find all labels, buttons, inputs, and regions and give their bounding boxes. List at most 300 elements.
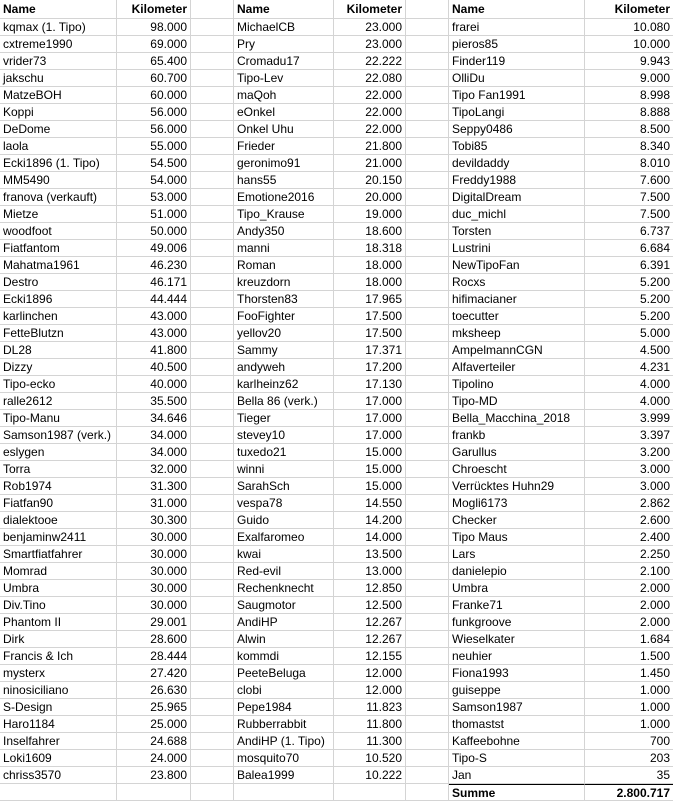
- name-cell[interactable]: kwai: [234, 546, 334, 562]
- kilometer-cell[interactable]: 203: [649, 751, 670, 765]
- name-cell[interactable]: PeeteBeluga: [234, 665, 334, 681]
- header-kilometer[interactable]: Kilometer: [334, 0, 406, 18]
- name-cell[interactable]: Jan: [449, 767, 585, 783]
- name-cell[interactable]: Seppy0486: [449, 121, 585, 137]
- kilometer-cell[interactable]: 6.737: [639, 224, 670, 238]
- name-cell[interactable]: AndiHP (1. Tipo): [234, 733, 334, 749]
- name-cell[interactable]: Francis & Ich: [0, 648, 117, 664]
- kilometer-cell[interactable]: 98.000: [117, 19, 191, 35]
- kilometer-cell[interactable]: 17.130: [334, 376, 406, 392]
- kilometer-cell[interactable]: 54.000: [117, 172, 191, 188]
- kilometer-cell[interactable]: 14.550: [334, 495, 406, 511]
- kilometer-cell[interactable]: 17.500: [334, 325, 406, 341]
- empty-cell[interactable]: [406, 563, 449, 579]
- kilometer-cell[interactable]: 4.000: [639, 377, 670, 391]
- kilometer-cell[interactable]: 34.646: [117, 410, 191, 426]
- kilometer-cell[interactable]: 12.267: [334, 614, 406, 630]
- kilometer-cell[interactable]: 15.000: [334, 478, 406, 494]
- name-cell[interactable]: Tobi85: [449, 138, 585, 154]
- kilometer-cell[interactable]: 10.520: [334, 750, 406, 766]
- kilometer-cell[interactable]: 12.850: [334, 580, 406, 596]
- name-cell[interactable]: ninosiciliano: [0, 682, 117, 698]
- kilometer-cell[interactable]: 7.500: [639, 207, 670, 221]
- empty-cell[interactable]: [191, 767, 234, 783]
- empty-cell[interactable]: [406, 512, 449, 528]
- name-cell[interactable]: Saugmotor: [234, 597, 334, 613]
- empty-cell[interactable]: [406, 308, 449, 324]
- empty-cell[interactable]: [191, 631, 234, 647]
- kilometer-cell[interactable]: 11.300: [334, 733, 406, 749]
- empty-cell[interactable]: [191, 427, 234, 443]
- empty-cell[interactable]: [406, 36, 449, 52]
- empty-cell[interactable]: [406, 495, 449, 511]
- kilometer-cell[interactable]: 27.420: [117, 665, 191, 681]
- empty-cell[interactable]: [406, 0, 449, 18]
- name-cell[interactable]: Tipo-S: [449, 750, 585, 766]
- name-cell[interactable]: vrider73: [0, 53, 117, 69]
- empty-cell[interactable]: [191, 563, 234, 579]
- kilometer-cell[interactable]: 46.171: [117, 274, 191, 290]
- name-cell[interactable]: FooFighter: [234, 308, 334, 324]
- empty-cell[interactable]: [406, 614, 449, 630]
- name-cell[interactable]: kommdi: [234, 648, 334, 664]
- name-cell[interactable]: AndiHP: [234, 614, 334, 630]
- kilometer-cell[interactable]: 18.318: [334, 240, 406, 256]
- kilometer-cell[interactable]: 3.999: [639, 411, 670, 425]
- kilometer-cell[interactable]: 20.150: [334, 172, 406, 188]
- kilometer-cell[interactable]: 24.000: [117, 750, 191, 766]
- name-cell[interactable]: Balea1999: [234, 767, 334, 783]
- empty-cell[interactable]: [406, 444, 449, 460]
- name-cell[interactable]: Fiona1993: [449, 665, 585, 681]
- empty-cell[interactable]: [191, 257, 234, 273]
- name-cell[interactable]: Roman: [234, 257, 334, 273]
- empty-cell[interactable]: [191, 376, 234, 392]
- name-cell[interactable]: DigitalDream: [449, 189, 585, 205]
- empty-cell[interactable]: [406, 427, 449, 443]
- kilometer-cell[interactable]: 700: [649, 734, 670, 748]
- empty-cell[interactable]: [191, 19, 234, 35]
- kilometer-cell[interactable]: 22.000: [334, 121, 406, 137]
- name-cell[interactable]: S-Design: [0, 699, 117, 715]
- empty-cell[interactable]: [406, 784, 449, 800]
- empty-cell[interactable]: [406, 53, 449, 69]
- empty-cell[interactable]: [406, 138, 449, 154]
- name-cell[interactable]: Rubberrabbit: [234, 716, 334, 732]
- kilometer-cell[interactable]: 12.155: [334, 648, 406, 664]
- kilometer-cell[interactable]: 17.500: [334, 308, 406, 324]
- empty-cell[interactable]: [191, 410, 234, 426]
- empty-cell[interactable]: [406, 172, 449, 188]
- kilometer-cell[interactable]: 21.800: [334, 138, 406, 154]
- empty-cell[interactable]: [406, 189, 449, 205]
- name-cell[interactable]: Tipolino: [449, 376, 585, 392]
- kilometer-cell[interactable]: 8.010: [639, 156, 670, 170]
- empty-cell[interactable]: [191, 580, 234, 596]
- empty-cell[interactable]: [406, 87, 449, 103]
- empty-cell[interactable]: [191, 308, 234, 324]
- empty-cell[interactable]: [234, 784, 334, 800]
- kilometer-cell[interactable]: 8.888: [639, 105, 670, 119]
- name-cell[interactable]: danielepio: [449, 563, 585, 579]
- kilometer-cell[interactable]: 5.200: [639, 275, 670, 289]
- name-cell[interactable]: Tieger: [234, 410, 334, 426]
- name-cell[interactable]: devildaddy: [449, 155, 585, 171]
- empty-cell[interactable]: [191, 784, 234, 800]
- kilometer-cell[interactable]: 2.100: [639, 564, 670, 578]
- empty-cell[interactable]: [406, 716, 449, 732]
- empty-cell[interactable]: [191, 138, 234, 154]
- kilometer-cell[interactable]: 30.000: [117, 563, 191, 579]
- kilometer-cell[interactable]: 4.231: [639, 360, 670, 374]
- name-cell[interactable]: Frieder: [234, 138, 334, 154]
- kilometer-cell[interactable]: 21.000: [334, 155, 406, 171]
- kilometer-cell[interactable]: 51.000: [117, 206, 191, 222]
- kilometer-cell[interactable]: 69.000: [117, 36, 191, 52]
- empty-cell[interactable]: [406, 70, 449, 86]
- kilometer-cell[interactable]: 1.000: [639, 717, 670, 731]
- empty-cell[interactable]: [406, 580, 449, 596]
- name-cell[interactable]: guiseppe: [449, 682, 585, 698]
- kilometer-cell[interactable]: 22.000: [334, 104, 406, 120]
- kilometer-cell[interactable]: 24.688: [117, 733, 191, 749]
- empty-cell[interactable]: [191, 240, 234, 256]
- empty-cell[interactable]: [191, 359, 234, 375]
- empty-cell[interactable]: [191, 189, 234, 205]
- name-cell[interactable]: Tipo Maus: [449, 529, 585, 545]
- empty-cell[interactable]: [406, 291, 449, 307]
- empty-cell[interactable]: [191, 87, 234, 103]
- empty-cell[interactable]: [406, 19, 449, 35]
- name-cell[interactable]: Lars: [449, 546, 585, 562]
- kilometer-cell[interactable]: 2.000: [639, 615, 670, 629]
- name-cell[interactable]: pieros85: [449, 36, 585, 52]
- header-name[interactable]: Name: [0, 0, 117, 18]
- name-cell[interactable]: hifimacianer: [449, 291, 585, 307]
- kilometer-cell[interactable]: 2.400: [639, 530, 670, 544]
- empty-cell[interactable]: [406, 478, 449, 494]
- kilometer-cell[interactable]: 34.000: [117, 427, 191, 443]
- kilometer-cell[interactable]: 25.000: [117, 716, 191, 732]
- empty-cell[interactable]: [191, 444, 234, 460]
- kilometer-cell[interactable]: 50.000: [117, 223, 191, 239]
- header-kilometer[interactable]: Kilometer: [117, 0, 191, 18]
- name-cell[interactable]: Wieselkater: [449, 631, 585, 647]
- name-cell[interactable]: Samson1987 (verk.): [0, 427, 117, 443]
- name-cell[interactable]: Pry: [234, 36, 334, 52]
- kilometer-cell[interactable]: 19.000: [334, 206, 406, 222]
- kilometer-cell[interactable]: 8.998: [639, 88, 670, 102]
- name-cell[interactable]: thomastst: [449, 716, 585, 732]
- empty-cell[interactable]: [406, 206, 449, 222]
- kilometer-cell[interactable]: 34.000: [117, 444, 191, 460]
- name-cell[interactable]: FetteBlutzn: [0, 325, 117, 341]
- empty-cell[interactable]: [406, 274, 449, 290]
- kilometer-cell[interactable]: 7.600: [639, 173, 670, 187]
- name-cell[interactable]: AmpelmannCGN: [449, 342, 585, 358]
- empty-cell[interactable]: [406, 665, 449, 681]
- name-cell[interactable]: Inselfahrer: [0, 733, 117, 749]
- empty-cell[interactable]: [406, 257, 449, 273]
- name-cell[interactable]: Tipo-ecko: [0, 376, 117, 392]
- empty-cell[interactable]: [191, 597, 234, 613]
- name-cell[interactable]: Haro1184: [0, 716, 117, 732]
- name-cell[interactable]: Torsten: [449, 223, 585, 239]
- name-cell[interactable]: duc_michl: [449, 206, 585, 222]
- empty-cell[interactable]: [406, 104, 449, 120]
- kilometer-cell[interactable]: 12.500: [334, 597, 406, 613]
- empty-cell[interactable]: [191, 665, 234, 681]
- header-name[interactable]: Name: [234, 0, 334, 18]
- name-cell[interactable]: Verrücktes Huhn29: [449, 478, 585, 494]
- kilometer-cell[interactable]: 35: [656, 768, 670, 782]
- kilometer-cell[interactable]: 23.000: [334, 19, 406, 35]
- name-cell[interactable]: Div.Tino: [0, 597, 117, 613]
- kilometer-cell[interactable]: 65.400: [117, 53, 191, 69]
- kilometer-cell[interactable]: 3.397: [639, 428, 670, 442]
- kilometer-cell[interactable]: 28.444: [117, 648, 191, 664]
- kilometer-cell[interactable]: 49.006: [117, 240, 191, 256]
- name-cell[interactable]: MM5490: [0, 172, 117, 188]
- kilometer-cell[interactable]: 35.500: [117, 393, 191, 409]
- empty-cell[interactable]: [191, 716, 234, 732]
- name-cell[interactable]: Mogli6173: [449, 495, 585, 511]
- empty-cell[interactable]: [191, 529, 234, 545]
- kilometer-cell[interactable]: 2.862: [639, 496, 670, 510]
- kilometer-cell[interactable]: 46.230: [117, 257, 191, 273]
- kilometer-cell[interactable]: 28.600: [117, 631, 191, 647]
- empty-cell[interactable]: [191, 121, 234, 137]
- name-cell[interactable]: Garullus: [449, 444, 585, 460]
- kilometer-cell[interactable]: 8.340: [639, 139, 670, 153]
- header-name[interactable]: Name: [449, 0, 585, 18]
- name-cell[interactable]: Ecki1896: [0, 291, 117, 307]
- name-cell[interactable]: Mietze: [0, 206, 117, 222]
- kilometer-cell[interactable]: 40.000: [117, 376, 191, 392]
- name-cell[interactable]: DeDome: [0, 121, 117, 137]
- empty-cell[interactable]: [406, 359, 449, 375]
- kilometer-cell[interactable]: 25.965: [117, 699, 191, 715]
- empty-cell[interactable]: [191, 699, 234, 715]
- empty-cell[interactable]: [191, 155, 234, 171]
- name-cell[interactable]: TipoLangi: [449, 104, 585, 120]
- name-cell[interactable]: Checker: [449, 512, 585, 528]
- kilometer-cell[interactable]: 12.267: [334, 631, 406, 647]
- empty-cell[interactable]: [191, 512, 234, 528]
- name-cell[interactable]: Dirk: [0, 631, 117, 647]
- name-cell[interactable]: Franke71: [449, 597, 585, 613]
- empty-cell[interactable]: [406, 155, 449, 171]
- name-cell[interactable]: chriss3570: [0, 767, 117, 783]
- name-cell[interactable]: geronimo91: [234, 155, 334, 171]
- empty-cell[interactable]: [406, 597, 449, 613]
- kilometer-cell[interactable]: 2.000: [639, 581, 670, 595]
- header-kilometer[interactable]: Kilometer: [614, 2, 670, 16]
- kilometer-cell[interactable]: 30.000: [117, 597, 191, 613]
- kilometer-cell[interactable]: 10.080: [633, 20, 670, 34]
- kilometer-cell[interactable]: 23.000: [334, 36, 406, 52]
- empty-cell[interactable]: [406, 393, 449, 409]
- kilometer-cell[interactable]: 17.000: [334, 410, 406, 426]
- kilometer-cell[interactable]: 6.684: [639, 241, 670, 255]
- empty-cell[interactable]: [0, 784, 117, 800]
- kilometer-cell[interactable]: 18.000: [334, 274, 406, 290]
- kilometer-cell[interactable]: 1.000: [639, 683, 670, 697]
- name-cell[interactable]: winni: [234, 461, 334, 477]
- name-cell[interactable]: Sammy: [234, 342, 334, 358]
- kilometer-cell[interactable]: 31.000: [117, 495, 191, 511]
- name-cell[interactable]: maQoh: [234, 87, 334, 103]
- name-cell[interactable]: clobi: [234, 682, 334, 698]
- empty-cell[interactable]: [191, 274, 234, 290]
- name-cell[interactable]: eOnkel: [234, 104, 334, 120]
- empty-cell[interactable]: [191, 461, 234, 477]
- empty-cell[interactable]: [406, 699, 449, 715]
- kilometer-cell[interactable]: 2.600: [639, 513, 670, 527]
- kilometer-cell[interactable]: 11.823: [334, 699, 406, 715]
- name-cell[interactable]: vespa78: [234, 495, 334, 511]
- name-cell[interactable]: Finder119: [449, 53, 585, 69]
- name-cell[interactable]: funkgroove: [449, 614, 585, 630]
- kilometer-cell[interactable]: 8.500: [639, 122, 670, 136]
- name-cell[interactable]: Exalfaromeo: [234, 529, 334, 545]
- name-cell[interactable]: Onkel Uhu: [234, 121, 334, 137]
- kilometer-cell[interactable]: 7.500: [639, 190, 670, 204]
- kilometer-cell[interactable]: 14.200: [334, 512, 406, 528]
- name-cell[interactable]: OlliDu: [449, 70, 585, 86]
- kilometer-cell[interactable]: 12.000: [334, 665, 406, 681]
- empty-cell[interactable]: [406, 325, 449, 341]
- name-cell[interactable]: benjaminw2411: [0, 529, 117, 545]
- empty-cell[interactable]: [406, 631, 449, 647]
- name-cell[interactable]: Fiatfantom: [0, 240, 117, 256]
- empty-cell[interactable]: [191, 546, 234, 562]
- name-cell[interactable]: Red-evil: [234, 563, 334, 579]
- name-cell[interactable]: cxtreme1990: [0, 36, 117, 52]
- kilometer-cell[interactable]: 32.000: [117, 461, 191, 477]
- kilometer-cell[interactable]: 43.000: [117, 308, 191, 324]
- name-cell[interactable]: Bella_Macchina_2018: [449, 410, 585, 426]
- name-cell[interactable]: MichaelCB: [234, 19, 334, 35]
- name-cell[interactable]: neuhier: [449, 648, 585, 664]
- empty-cell[interactable]: [406, 682, 449, 698]
- kilometer-cell[interactable]: 1.500: [639, 649, 670, 663]
- kilometer-cell[interactable]: 22.000: [334, 87, 406, 103]
- kilometer-cell[interactable]: 14.000: [334, 529, 406, 545]
- kilometer-cell[interactable]: 6.391: [639, 258, 670, 272]
- name-cell[interactable]: manni: [234, 240, 334, 256]
- name-cell[interactable]: Ecki1896 (1. Tipo): [0, 155, 117, 171]
- kilometer-cell[interactable]: 44.444: [117, 291, 191, 307]
- name-cell[interactable]: franova (verkauft): [0, 189, 117, 205]
- name-cell[interactable]: NewTipoFan: [449, 257, 585, 273]
- name-cell[interactable]: Mahatma1961: [0, 257, 117, 273]
- name-cell[interactable]: stevey10: [234, 427, 334, 443]
- name-cell[interactable]: Andy350: [234, 223, 334, 239]
- name-cell[interactable]: Pepe1984: [234, 699, 334, 715]
- name-cell[interactable]: kreuzdorn: [234, 274, 334, 290]
- kilometer-cell[interactable]: 17.200: [334, 359, 406, 375]
- empty-cell[interactable]: [191, 104, 234, 120]
- name-cell[interactable]: mysterx: [0, 665, 117, 681]
- empty-cell[interactable]: [117, 784, 191, 800]
- name-cell[interactable]: tuxedo21: [234, 444, 334, 460]
- kilometer-cell[interactable]: 56.000: [117, 104, 191, 120]
- kilometer-cell[interactable]: 1.684: [639, 632, 670, 646]
- name-cell[interactable]: eslygen: [0, 444, 117, 460]
- name-cell[interactable]: Dizzy: [0, 359, 117, 375]
- kilometer-cell[interactable]: 30.300: [117, 512, 191, 528]
- empty-cell[interactable]: [406, 750, 449, 766]
- empty-cell[interactable]: [191, 325, 234, 341]
- kilometer-cell[interactable]: 41.800: [117, 342, 191, 358]
- name-cell[interactable]: mosquito70: [234, 750, 334, 766]
- kilometer-cell[interactable]: 10.222: [334, 767, 406, 783]
- name-cell[interactable]: Kaffeebohne: [449, 733, 585, 749]
- kilometer-cell[interactable]: 13.500: [334, 546, 406, 562]
- empty-cell[interactable]: [406, 648, 449, 664]
- name-cell[interactable]: Phantom II: [0, 614, 117, 630]
- kilometer-cell[interactable]: 60.000: [117, 87, 191, 103]
- kilometer-cell[interactable]: 4.000: [639, 394, 670, 408]
- empty-cell[interactable]: [191, 614, 234, 630]
- name-cell[interactable]: Momrad: [0, 563, 117, 579]
- kilometer-cell[interactable]: 29.001: [117, 614, 191, 630]
- summary-label[interactable]: Summe: [449, 784, 585, 800]
- empty-cell[interactable]: [191, 36, 234, 52]
- name-cell[interactable]: Tipo-Manu: [0, 410, 117, 426]
- empty-cell[interactable]: [406, 461, 449, 477]
- kilometer-cell[interactable]: 1.450: [639, 666, 670, 680]
- empty-cell[interactable]: [191, 648, 234, 664]
- kilometer-cell[interactable]: 22.080: [334, 70, 406, 86]
- empty-cell[interactable]: [191, 291, 234, 307]
- empty-cell[interactable]: [406, 410, 449, 426]
- empty-cell[interactable]: [191, 53, 234, 69]
- kilometer-cell[interactable]: 9.943: [639, 54, 670, 68]
- name-cell[interactable]: Emotione2016: [234, 189, 334, 205]
- kilometer-cell[interactable]: 17.371: [334, 342, 406, 358]
- name-cell[interactable]: Torra: [0, 461, 117, 477]
- name-cell[interactable]: Tipo Fan1991: [449, 87, 585, 103]
- name-cell[interactable]: Samson1987: [449, 699, 585, 715]
- kilometer-cell[interactable]: 4.500: [639, 343, 670, 357]
- kilometer-cell[interactable]: 23.800: [117, 767, 191, 783]
- empty-cell[interactable]: [191, 206, 234, 222]
- summary-value[interactable]: 2.800.717: [585, 784, 673, 800]
- empty-cell[interactable]: [191, 750, 234, 766]
- kilometer-cell[interactable]: 12.000: [334, 682, 406, 698]
- kilometer-cell[interactable]: 18.000: [334, 257, 406, 273]
- kilometer-cell[interactable]: 55.000: [117, 138, 191, 154]
- name-cell[interactable]: Umbra: [0, 580, 117, 596]
- kilometer-cell[interactable]: 43.000: [117, 325, 191, 341]
- empty-cell[interactable]: [406, 733, 449, 749]
- kilometer-cell[interactable]: 40.500: [117, 359, 191, 375]
- name-cell[interactable]: kqmax (1. Tipo): [0, 19, 117, 35]
- name-cell[interactable]: woodfoot: [0, 223, 117, 239]
- name-cell[interactable]: Chroescht: [449, 461, 585, 477]
- empty-cell[interactable]: [191, 172, 234, 188]
- name-cell[interactable]: Lustrini: [449, 240, 585, 256]
- name-cell[interactable]: Tipo_Krause: [234, 206, 334, 222]
- kilometer-cell[interactable]: 20.000: [334, 189, 406, 205]
- name-cell[interactable]: Umbra: [449, 580, 585, 596]
- empty-cell[interactable]: [406, 240, 449, 256]
- name-cell[interactable]: Bella 86 (verk.): [234, 393, 334, 409]
- name-cell[interactable]: Rocxs: [449, 274, 585, 290]
- name-cell[interactable]: Tipo-MD: [449, 393, 585, 409]
